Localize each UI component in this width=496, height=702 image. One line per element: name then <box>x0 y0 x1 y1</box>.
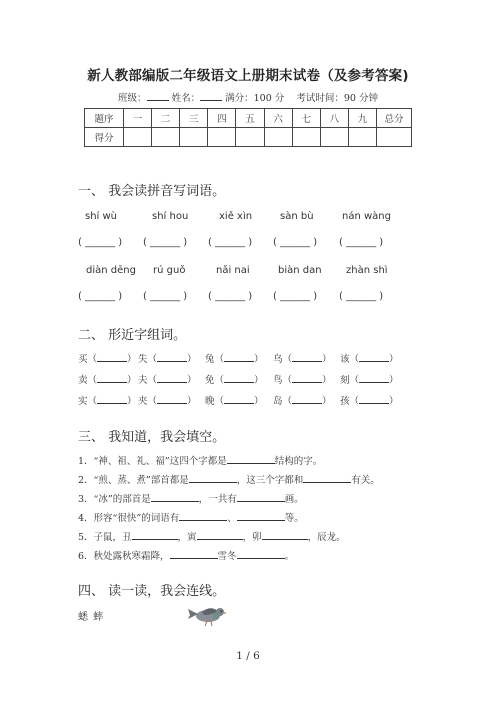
question-2: 2．“煎、蒸、煮”部首都是 ，这三个字都和 有关。 <box>78 475 380 486</box>
score-cell: 九 <box>348 109 376 128</box>
question-3: 3．“冰”的部首是 ，一共有 画。 <box>78 494 304 505</box>
answer-line[interactable] <box>227 454 275 464</box>
char-pair: 买（ ） <box>78 354 137 365</box>
answer-line[interactable] <box>179 511 227 521</box>
answer-blank[interactable]: ( ______ ) <box>143 237 188 248</box>
exam-title: 新人教部编版二年级语文上册期末试卷（及参考答案) <box>87 68 409 84</box>
char-pair: 实（ ） <box>78 396 137 407</box>
question-4: 4．形容“很快”的词语有 、 等。 <box>78 513 304 524</box>
score-cell: 题序 <box>85 109 124 128</box>
score-cell: 四 <box>208 109 236 128</box>
name-label: 姓名： <box>171 93 201 104</box>
question-5: 5．子鼠，丑 ，寅 ，卯 ，辰龙。 <box>78 532 346 543</box>
char-pair: 卖（ ） <box>78 375 137 386</box>
name-blank <box>200 91 222 101</box>
answer-line[interactable] <box>97 352 127 362</box>
score-input-cell[interactable] <box>264 128 292 147</box>
answer-line[interactable] <box>237 549 285 559</box>
answer-line[interactable] <box>359 352 389 362</box>
class-label: 班级： <box>118 93 147 104</box>
exam-time: 考试时间：90 分钟 <box>296 93 378 104</box>
answer-line[interactable] <box>224 394 254 404</box>
pinyin-word: xiě xìn <box>219 211 253 222</box>
pinyin-word: nǎi nai <box>216 265 250 276</box>
answer-line[interactable] <box>359 394 389 404</box>
pigeon-image[interactable] <box>186 603 228 627</box>
score-table-score-row <box>85 128 412 147</box>
connect-word[interactable]: 蟋 蟀 <box>78 612 105 623</box>
answer-line[interactable] <box>262 530 308 540</box>
char-pair: 夫（ ） <box>138 375 197 386</box>
answer-line[interactable] <box>157 394 187 404</box>
answer-blank[interactable]: ( ______ ) <box>339 237 384 248</box>
page-number: 1 / 6 <box>236 650 260 662</box>
answer-line[interactable] <box>197 530 243 540</box>
score-input-cell[interactable] <box>320 128 348 147</box>
answer-line[interactable] <box>237 511 285 521</box>
char-pair: 岛（ ） <box>273 396 332 407</box>
char-pair: 免（ ） <box>205 375 264 386</box>
answer-blank[interactable]: ( ______ ) <box>339 291 384 302</box>
answer-line[interactable] <box>97 373 127 383</box>
score-cell: 五 <box>236 109 264 128</box>
section2-heading: 二、 形近字组词。 <box>78 328 187 343</box>
answer-line[interactable] <box>97 394 127 404</box>
answer-blank[interactable]: ( ______ ) <box>208 237 253 248</box>
answer-line[interactable] <box>157 373 187 383</box>
pinyin-word: shí wù <box>85 211 118 222</box>
answer-blank[interactable]: ( ______ ) <box>273 291 318 302</box>
answer-line[interactable] <box>157 352 187 362</box>
score-cell: 三 <box>180 109 208 128</box>
answer-line[interactable] <box>303 473 351 483</box>
answer-line[interactable] <box>170 549 218 559</box>
char-pair: 失（ ） <box>138 354 197 365</box>
answer-blank[interactable]: ( ______ ) <box>273 237 318 248</box>
score-input-cell[interactable] <box>377 128 412 147</box>
exam-info <box>0 90 496 104</box>
answer-blank[interactable]: ( ______ ) <box>78 291 123 302</box>
answer-line[interactable] <box>132 530 178 540</box>
answer-line[interactable] <box>224 373 254 383</box>
section1-heading: 一、 我会读拼音写词语。 <box>78 184 226 199</box>
score-input-cell[interactable] <box>152 128 180 147</box>
answer-blank[interactable]: ( ______ ) <box>208 291 253 302</box>
score-table <box>84 108 412 147</box>
char-pair: 鸟（ ） <box>273 375 332 386</box>
score-cell: 二 <box>152 109 180 128</box>
answer-line[interactable] <box>292 352 322 362</box>
answer-line[interactable] <box>151 492 199 502</box>
char-pair: 兔（ ） <box>205 354 264 365</box>
answer-line[interactable] <box>237 492 285 502</box>
score-cell: 一 <box>124 109 152 128</box>
pinyin-word: sàn bù <box>280 211 314 222</box>
score-cell: 总分 <box>377 109 412 128</box>
score-input-cell[interactable] <box>124 128 152 147</box>
score-cell: 七 <box>292 109 320 128</box>
score-input-cell[interactable] <box>348 128 376 147</box>
answer-line[interactable] <box>292 373 322 383</box>
question-6: 6．秋处露秋寒霜降， 雪冬 。 <box>78 551 295 562</box>
question-1: 1．“神、祖、礼、福”这四个字都是 结构的字。 <box>78 456 323 467</box>
pinyin-word: nán wàng <box>342 211 391 222</box>
char-pair: 刻（ ） <box>340 375 399 386</box>
pinyin-word: rú guǒ <box>153 265 186 276</box>
char-pair: 乌（ ） <box>273 354 332 365</box>
answer-blank[interactable]: ( ______ ) <box>143 291 188 302</box>
answer-line[interactable] <box>189 473 237 483</box>
pinyin-word: biàn dan <box>278 265 322 276</box>
section4-heading: 四、 读一读，我会连线。 <box>78 584 226 599</box>
answer-line[interactable] <box>224 352 254 362</box>
section3-heading: 三、 我知道，我会填空。 <box>78 430 226 445</box>
char-pair: 该（ ） <box>340 354 399 365</box>
score-table-header-row <box>85 109 412 128</box>
pinyin-word: shí hou <box>152 211 189 222</box>
char-pair: 晚（ ） <box>205 396 264 407</box>
answer-line[interactable] <box>359 373 389 383</box>
answer-blank[interactable]: ( ______ ) <box>78 237 123 248</box>
score-input-cell[interactable] <box>180 128 208 147</box>
char-pair: 夹（ ） <box>138 396 197 407</box>
score-input-cell[interactable] <box>236 128 264 147</box>
score-input-cell[interactable] <box>292 128 320 147</box>
full-score: 满分：100 分 <box>225 93 285 104</box>
pinyin-word: zhàn shì <box>346 265 388 276</box>
score-cell: 六 <box>264 109 292 128</box>
score-input-cell[interactable] <box>208 128 236 147</box>
answer-line[interactable] <box>292 394 322 404</box>
class-blank <box>147 91 169 101</box>
score-cell: 得分 <box>85 128 124 147</box>
score-cell: 八 <box>320 109 348 128</box>
pinyin-word: diàn dēng <box>86 265 136 276</box>
char-pair: 孩（ ） <box>340 396 399 407</box>
